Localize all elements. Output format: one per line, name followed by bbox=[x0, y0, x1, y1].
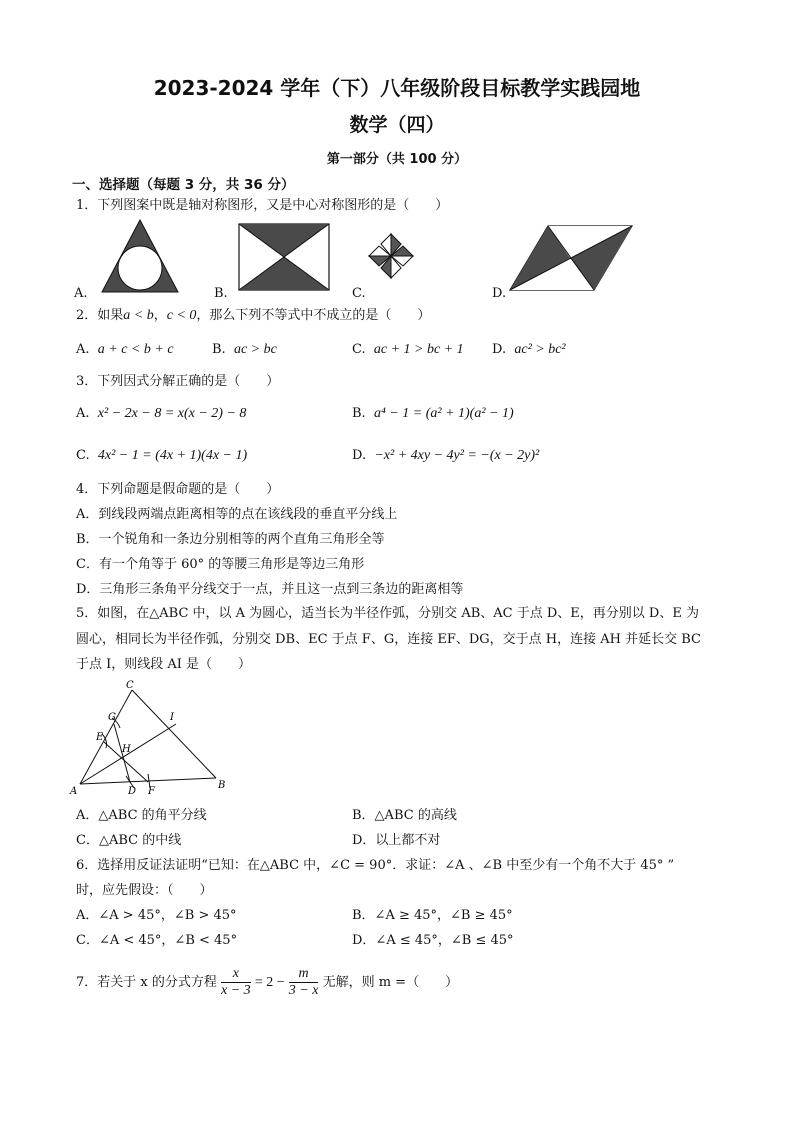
q4-stem: 4．下列命题是假命题的是（ ） bbox=[76, 482, 280, 497]
q7-fraction-1 bbox=[221, 966, 251, 999]
q6-line2: 时，应先假设：（ ） bbox=[76, 883, 213, 898]
q7-frac1-den: x − 3 bbox=[221, 983, 251, 998]
q3-option-a bbox=[76, 404, 246, 424]
page-title: 2023-2024 学年（下）八年级阶段目标教学实践园地 bbox=[153, 76, 641, 100]
q3-option-a-text: x² − 2x − 8 = x(x − 2) − 8 bbox=[97, 406, 247, 421]
q3-option-b bbox=[352, 404, 514, 424]
page-subtitle: 数学（四） bbox=[349, 114, 445, 136]
q2-stem-prefix: 2．如果 bbox=[76, 308, 124, 323]
q4-option-d: D．三角形三条角平分线交于一点，并且这一点到三条边的距离相等 bbox=[76, 582, 464, 597]
q3-option-c bbox=[76, 446, 247, 466]
q2-option-a-label: A. bbox=[76, 342, 90, 357]
q4-option-c: C．有一个角等于 60° 的等腰三角形是等边三角形 bbox=[76, 557, 365, 572]
label-h: H bbox=[122, 744, 131, 755]
segment-ab bbox=[80, 778, 216, 784]
q2-option-b-text: ac > bc bbox=[233, 342, 277, 357]
q5-option-a: A．△ABC 的角平分线 bbox=[76, 808, 207, 823]
q5-figure bbox=[68, 678, 238, 798]
q7-fraction-2 bbox=[289, 966, 319, 999]
q6-option-d: D．∠A ≤ 45°，∠B ≤ 45° bbox=[352, 933, 514, 948]
q3-option-d bbox=[352, 446, 539, 466]
q2-option-a bbox=[76, 340, 174, 360]
label-i: I bbox=[170, 712, 174, 723]
q7-suffix: 无解，则 m =（ ） bbox=[322, 975, 459, 990]
q6-option-a: A．∠A > 45°，∠B > 45° bbox=[76, 908, 237, 923]
q2-option-c bbox=[352, 340, 464, 360]
label-a: A bbox=[70, 786, 78, 797]
q7-frac2-num: m bbox=[289, 966, 319, 983]
q1-figure-b bbox=[236, 222, 336, 294]
q1-stem: 1．下列图案中既是轴对称图形，又是中心对称图形的是（ ） bbox=[76, 198, 449, 213]
q6-line1: 6．选择用反证法证明“已知：在△ABC 中，∠C = 90°．求证：∠A 、∠B 中至少有一个角不大于 45° ” bbox=[76, 858, 675, 873]
segment-ac bbox=[80, 690, 132, 784]
q1-label-a: A. bbox=[74, 286, 88, 301]
q2-option-b-label: B. bbox=[212, 342, 226, 357]
q2-cond2: c < 0 bbox=[166, 308, 197, 323]
q3-option-d-label: D. bbox=[352, 448, 367, 463]
q2-cond1: a < b bbox=[123, 308, 154, 323]
q2-option-c-label: C. bbox=[352, 342, 366, 357]
q1-figure-d bbox=[508, 222, 638, 294]
label-c: C bbox=[126, 680, 134, 691]
label-e: E bbox=[96, 732, 104, 743]
q5-option-d: D．以上都不对 bbox=[352, 833, 441, 848]
q5-option-c: C．△ABC 的中线 bbox=[76, 833, 182, 848]
q5-line1: 5．如图，在△ABC 中，以 A 为圆心，适当长为半径作弧，分别交 AB、AC 于点 D、E，再分别以 D、E 为 bbox=[76, 606, 699, 621]
q2-option-d-text: ac² > bc² bbox=[514, 342, 566, 357]
q1-label-c: C. bbox=[352, 286, 366, 301]
label-d: D bbox=[128, 786, 137, 797]
q1-label-b: B. bbox=[214, 286, 228, 301]
q2-stem-suffix: ，那么下列不等式中不成立的是（ ） bbox=[196, 308, 431, 323]
q2-option-b bbox=[212, 340, 277, 360]
q1-figure-c bbox=[346, 228, 436, 288]
q7-stem bbox=[76, 966, 458, 1000]
q7-middle: = 2 − bbox=[254, 975, 285, 990]
q2-option-a-text: a + c < b + c bbox=[97, 342, 174, 357]
q5-line2: 圆心，相同长为半径作弧，分别交 DB、EC 于点 F、G，连接 EF、DG，交于点 H，连接 AH 并延长交 BC bbox=[76, 632, 701, 647]
q2-option-d bbox=[492, 340, 566, 360]
q5-option-b: B．△ABC 的高线 bbox=[352, 808, 457, 823]
q3-option-a-label: A. bbox=[76, 406, 90, 421]
q3-option-c-text: 4x² − 1 = (4x + 1)(4x − 1) bbox=[97, 448, 248, 463]
q3-stem: 3．下列因式分解正确的是（ ） bbox=[76, 374, 280, 389]
label-f: F bbox=[148, 786, 155, 797]
q6-option-b: B．∠A ≥ 45°，∠B ≥ 45° bbox=[352, 908, 513, 923]
q3-option-b-text: a⁴ − 1 = (a² + 1)(a² − 1) bbox=[373, 406, 514, 421]
q4-option-b: B．一个锐角和一条边分别相等的两个直角三角形全等 bbox=[76, 532, 385, 547]
q2-option-d-label: D. bbox=[492, 342, 507, 357]
q3-option-b-label: B. bbox=[352, 406, 366, 421]
q3-option-d-text: −x² + 4xy − 4y² = −(x − 2y)² bbox=[374, 448, 540, 463]
q1-label-d: D. bbox=[492, 286, 507, 301]
q6-option-c: C．∠A < 45°，∠B < 45° bbox=[76, 933, 238, 948]
q2-sep: ， bbox=[153, 308, 167, 323]
segment-cb bbox=[132, 690, 216, 778]
q4-option-a: A．到线段两端点距离相等的点在该线段的垂直平分线上 bbox=[76, 507, 398, 522]
label-b: B bbox=[218, 780, 226, 791]
label-g: G bbox=[108, 712, 116, 723]
q7-prefix: 7．若关于 x 的分式方程 bbox=[76, 975, 217, 990]
q7-frac2-den: 3 − x bbox=[288, 983, 319, 998]
q5-line3: 于点 I，则线段 AI 是（ ） bbox=[76, 657, 252, 672]
q2-stem bbox=[76, 306, 430, 326]
q1-figure-a bbox=[100, 218, 220, 298]
part-heading: 第一部分（共 100 分） bbox=[326, 152, 468, 167]
q3-option-c-label: C. bbox=[76, 448, 90, 463]
section-heading: 一、选择题（每题 3 分，共 36 分） bbox=[72, 177, 295, 193]
q2-option-c-text: ac + 1 > bc + 1 bbox=[373, 342, 464, 357]
q7-frac1-num: x bbox=[221, 966, 251, 983]
